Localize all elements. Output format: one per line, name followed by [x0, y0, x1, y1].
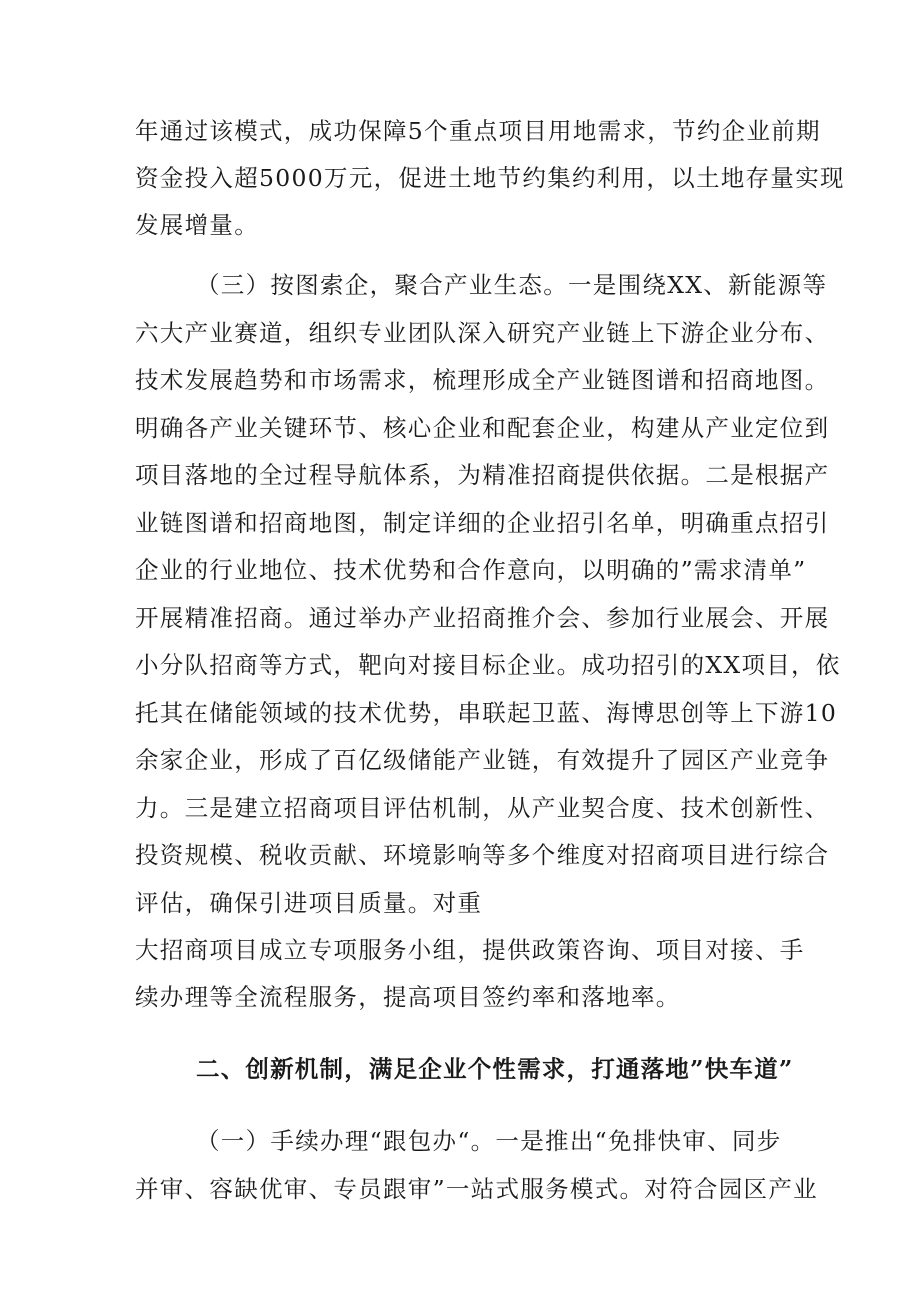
text-line: 技术发展趋势和市场需求，梳理形成全产业链图谱和招商地图。: [135, 366, 830, 394]
text-line: （一）手续办理“跟包办“。一是推出“免排快审、同步: [196, 1127, 782, 1155]
text-line: 续办理等全流程服务，提高项目签约率和落地率。: [135, 983, 681, 1011]
text-line: （三）按图索企，聚合产业生态。一是围绕XX、新能源等: [196, 271, 828, 299]
text-line: 大招商项目成立专项服务小组，提供政策咨询、项目对接、手: [135, 936, 805, 964]
text-line: 力。三是建立招商项目评估机制，从产业契合度、技术创新性、: [135, 794, 830, 822]
text-line: 并审、容缺优审、专员跟审”一站式服务模式。对符合园区产业: [135, 1175, 818, 1203]
text-line: 明确各产业关键环节、核心企业和配套企业，构建从产业定位到: [135, 414, 830, 442]
text-line: 小分队招商等方式，靶向对接目标企业。成功招引的XX项目，依: [135, 651, 841, 679]
text-line: 六大产业赛道，组织专业团队深入研究产业链上下游企业分布、: [135, 319, 830, 347]
text-line: 企业的行业地位、技术优势和合作意向，以明确的”需求清单”: [135, 556, 807, 584]
text-line: 项目落地的全过程导航体系，为精准招商提供依据。二是根据产: [135, 461, 830, 489]
text-line: 业链图谱和招商地图，制定详细的企业招引名单，明确重点招引: [135, 509, 830, 537]
text-line: 投资规模、税收贡献、环境影响等多个维度对招商项目进行综合: [135, 841, 830, 869]
text-line: 资金投入超5000万元，促进土地节约集约利用，以土地存量实现: [135, 164, 845, 192]
text-line: 发展增量。: [135, 211, 259, 239]
text-line: 余家企业，形成了百亿级储能产业链，有效提升了园区产业竞争: [135, 746, 830, 774]
text-line: 评估，确保引进项目质量。对重: [135, 889, 483, 917]
section-heading: 二、创新机制，满足企业个性需求，打通落地”快车道”: [196, 1055, 794, 1083]
text-line: 开展精准招商。通过举办产业招商推介会、参加行业展会、开展: [135, 604, 830, 632]
text-line: 年通过该模式，成功保障5个重点项目用地需求，节约企业前期: [135, 117, 821, 145]
text-line: 托其在储能领域的技术优势，串联起卫蓝、海博思创等上下游10: [135, 699, 838, 727]
